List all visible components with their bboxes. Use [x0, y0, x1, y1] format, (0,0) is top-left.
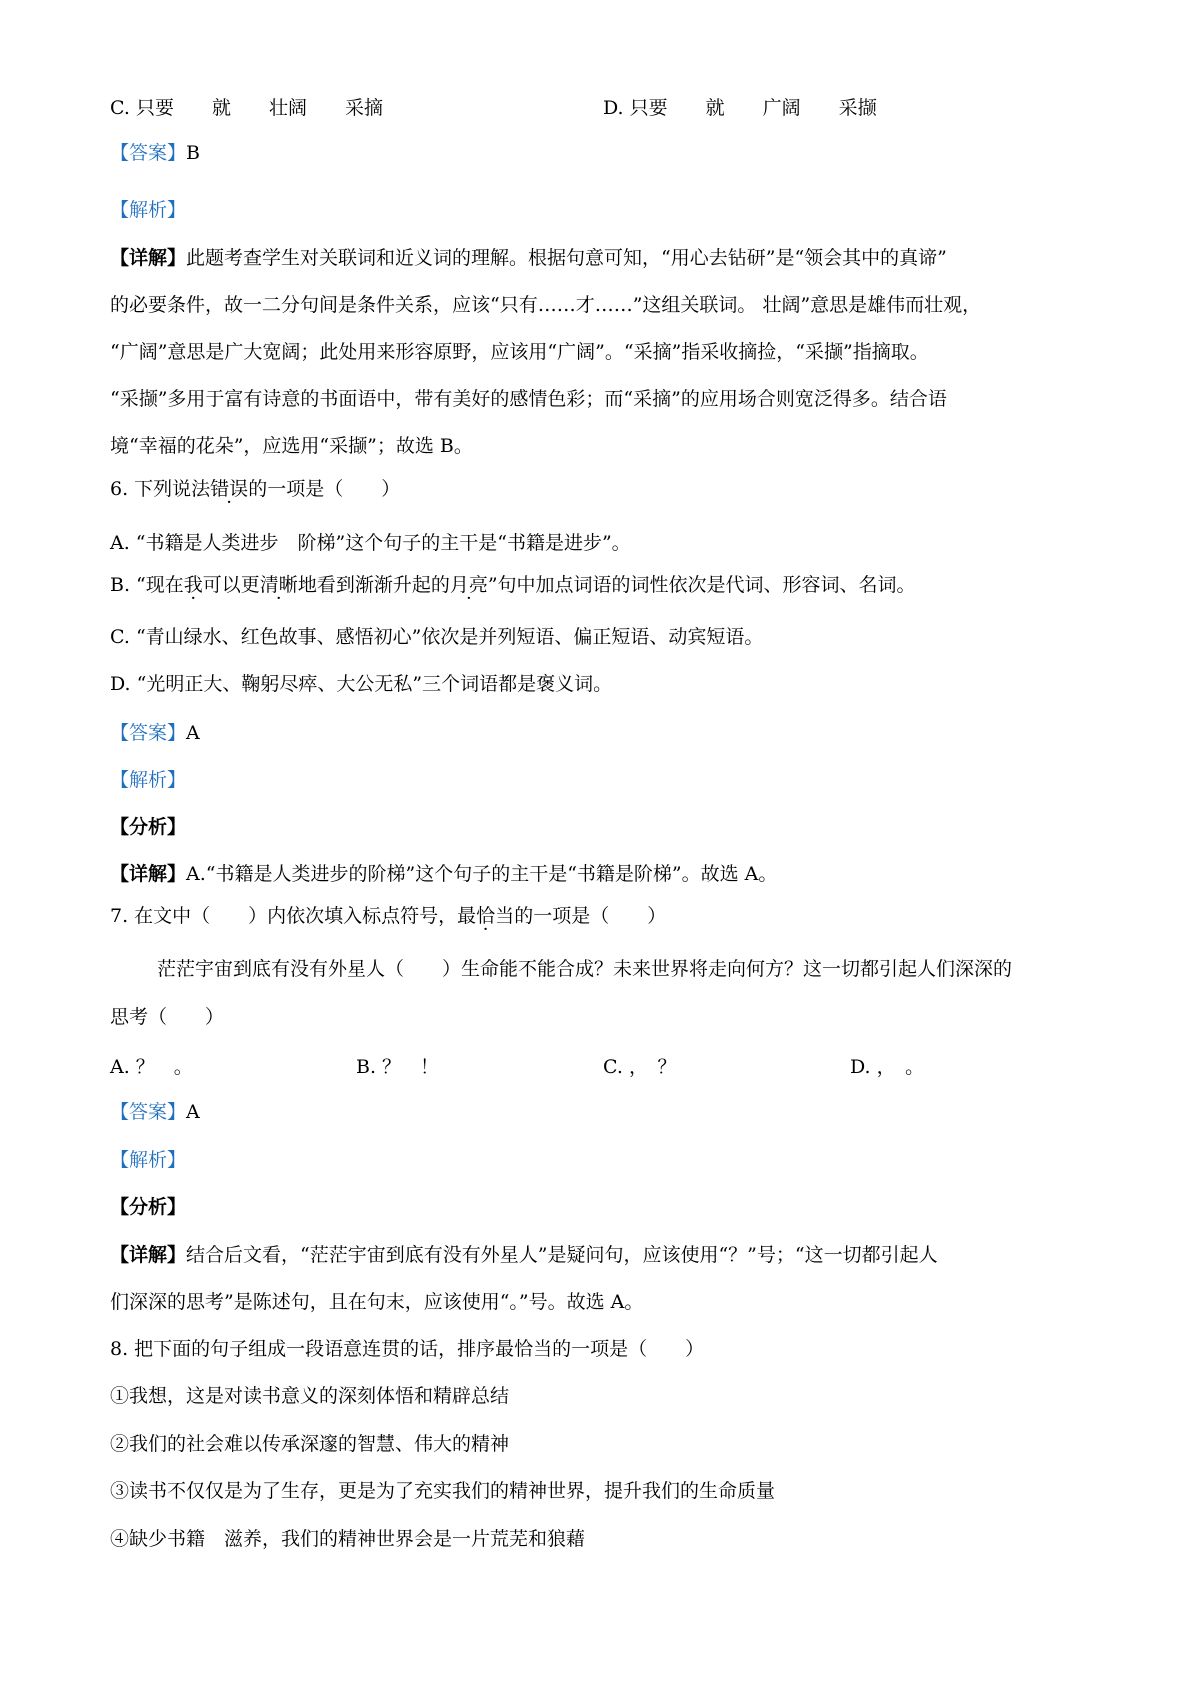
q6-option-d: D. “光明正大、鞠躬尽瘁、大公无私”三个词语都是褒义词。	[110, 673, 613, 695]
q5-option-c: C. 只要 就 壮阔 采摘	[110, 97, 383, 119]
q6-b-mid-2: 地看到渐渐升起的	[297, 574, 450, 596]
q8-sentence-1: ①我想，这是对读书意义的深刻体悟和精辟总结	[110, 1385, 510, 1407]
answer-label: 【答案】	[110, 142, 187, 164]
q8-sentence-3: ③读书不仅仅是为了生存，更是为了充实我们的精神世界，提升我们的生命质量	[110, 1480, 776, 1502]
analysis-label: 【解析】	[110, 769, 187, 791]
q7-stem-post: 的一项是（ ）	[514, 905, 667, 927]
answer-value: A	[186, 722, 200, 744]
q6-option-b	[110, 573, 916, 597]
answer-label: 【答案】	[110, 722, 187, 744]
detail-text: A.“书籍是人类进步的阶梯”这个句子的主干是“书籍是阶梯”。故选 A。	[186, 863, 778, 885]
q6-b-mid-1: 可以更	[202, 574, 260, 596]
detail-label: 【详解】	[110, 863, 187, 885]
q6-b-dotted-2: 清晰	[259, 574, 298, 596]
q6-b-pre: B. “现在	[110, 574, 184, 596]
q7-analysis	[110, 1148, 186, 1172]
q5-answer	[110, 141, 200, 165]
q5-option-d: D. 只要 就 广阔 采撷	[603, 97, 877, 119]
detail-label: 【详解】	[110, 247, 187, 269]
answer-value: B	[186, 142, 200, 164]
answer-value: A	[186, 1101, 200, 1123]
q7-passage-line-1: 茫茫宇宙到底有没有外星人（ ）生命能不能合成？未来世界将走向何方？这一切都引起人们深深的	[157, 958, 1013, 980]
detail-text: 结合后文看，“茫茫宇宙到底有没有外星人”是疑问句，应该使用“？”号；“这一切都引起人	[186, 1244, 938, 1266]
q6-answer	[110, 721, 200, 745]
q7-answer	[110, 1100, 200, 1124]
q6-stem-emphasis: 错误	[210, 478, 249, 500]
q7-stem	[110, 904, 666, 928]
detail-label: 【详解】	[110, 1244, 187, 1266]
q8-sentence-2: ②我们的社会难以传承深邃的智慧、伟大的精神	[110, 1433, 510, 1455]
q7-option-d: D. ， 。	[850, 1056, 925, 1078]
analysis-label: 【解析】	[110, 199, 187, 221]
q7-option-a: A. ？ 。	[110, 1056, 193, 1078]
q7-stem-pre: 7. 在文中（ ）内依次填入标点符号，	[110, 905, 458, 927]
q6-detail	[110, 862, 777, 886]
q7-passage-line-2: 思考（ ）	[110, 1006, 225, 1028]
q6-fenxi: 【分析】	[110, 816, 187, 838]
q7-option-b: B. ？ ！	[356, 1056, 440, 1078]
q6-b-post: ”句中加点词语的词性依次是代词、形容词、名词。	[487, 574, 916, 596]
q6-stem	[110, 477, 400, 501]
q6-b-dotted-1: 我	[183, 574, 203, 596]
q5-detail-line-1	[110, 246, 947, 270]
q7-option-c: C. ， ？	[603, 1056, 677, 1078]
q5-detail-line-3: “广阔”意思是广大宽阔；此处用来形容原野，应该用“广阔”。“采摘”指采收摘捡，“采撷”指摘取。	[110, 341, 929, 363]
q7-detail-line-1	[110, 1243, 938, 1267]
q5-analysis	[110, 198, 186, 222]
q5-detail-line-5: 境“幸福的花朵”，应选用“采撷”；故选 B。	[110, 435, 473, 457]
q8-sentence-4: ④缺少书籍 滋养，我们的精神世界会是一片荒芜和狼藉	[110, 1528, 586, 1550]
q7-fenxi: 【分析】	[110, 1196, 187, 1218]
q6-stem-post: 的一项是（ ）	[248, 478, 401, 500]
analysis-label: 【解析】	[110, 1149, 187, 1171]
q6-b-dotted-3: 月亮	[449, 574, 488, 596]
q6-analysis	[110, 768, 186, 792]
q6-stem-pre: 6. 下列说法	[110, 478, 211, 500]
q6-option-a: A. “书籍是人类进步 阶梯”这个句子的主干是“书籍是进步”。	[110, 532, 631, 554]
answer-label: 【答案】	[110, 1101, 187, 1123]
q7-detail-line-2: 们深深的思考”是陈述句，且在句末，应该使用“。”号。故选 A。	[110, 1291, 644, 1313]
q7-stem-emphasis: 最恰当	[457, 905, 515, 927]
q5-detail-line-2: 的必要条件，故一二分句间是条件关系，应该“只有……才……”这组关联词。 壮阔”意思是雄伟而壮观，	[110, 294, 982, 316]
q6-option-c: C. “青山绿水、红色故事、感悟初心”依次是并列短语、偏正短语、动宾短语。	[110, 626, 764, 648]
detail-text: 此题考查学生对关联词和近义词的理解。根据句意可知，“用心去钻研”是“领会其中的真谛”	[186, 247, 947, 269]
q5-detail-line-4: “采撷”多用于富有诗意的书面语中，带有美好的感情色彩；而“采摘”的应用场合则宽泛得多。结合语	[110, 388, 947, 410]
q8-stem: 8. 把下面的句子组成一段语意连贯的话，排序最恰当的一项是（ ）	[110, 1338, 705, 1360]
